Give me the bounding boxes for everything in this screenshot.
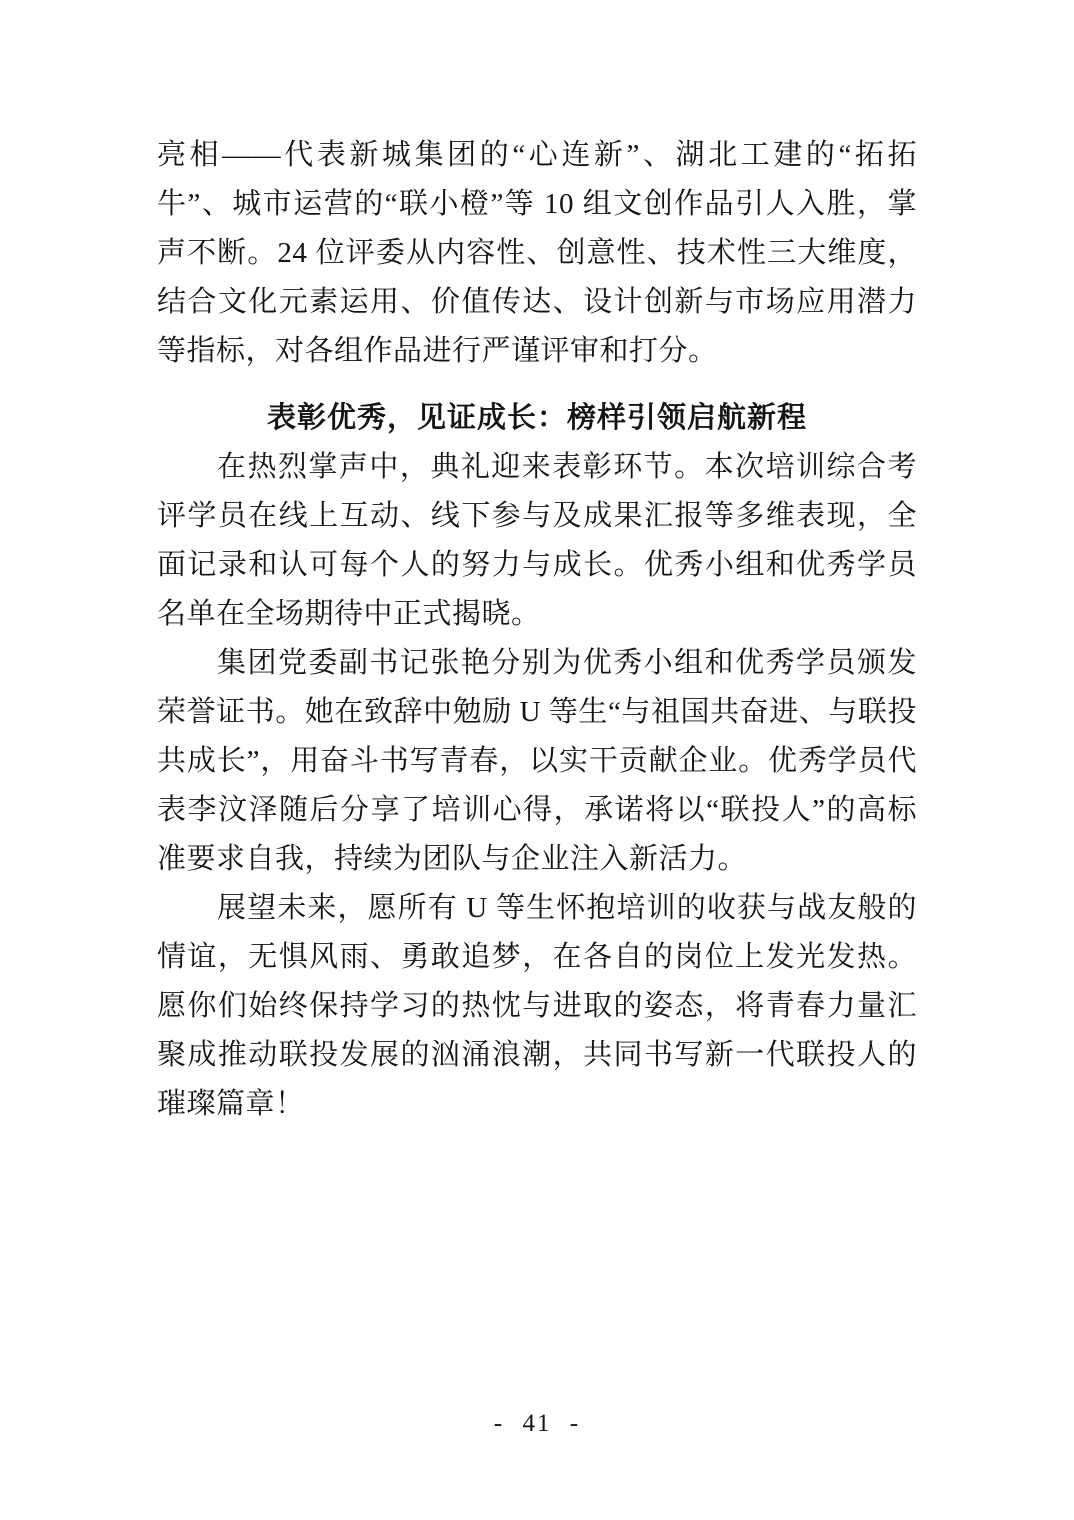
section-heading: 表彰优秀，见证成长：榜样引领启航新程 [266, 402, 807, 434]
paragraph-certificates: 集团党委副书记张艳分别为优秀小组和优秀学员颁发荣誉证书。她在致辞中勉励 U 等生“与祖国共奋进、与联投共成长”，用奋斗书写青春，以实干贡献企业。优秀学员代表李汶泽随后分享了培训心得，承诺将以“联投人”的高标准要求自我，持续为团队与企业注入新活力。 [157, 647, 917, 875]
paragraph-awards: 在热烈掌声中，典礼迎来表彰环节。本次培训综合考评学员在线上互动、线下参与及成果汇报等多维表现，全面记录和认可每个人的努力与成长。优秀小组和优秀学员名单在全场期待中正式揭晓。 [157, 451, 917, 630]
paragraph-outlook: 展望未来，愿所有 U 等生怀抱培训的收获与战友般的情谊，无惧风雨、勇敢追梦，在各自的岗位上发光发热。愿你们始终保持学习的热忱与进取的姿态，将青春力量汇聚成推动联投发展的汹涌浪潮，共同书写新一代联投人的璀璨篇章！ [157, 892, 917, 1120]
paragraph-continuation: 亮相——代表新城集团的“心连新”、湖北工建的“拓拓牛”、城市运营的“联小橙”等 10 组文创作品引人入胜，掌声不断。24 位评委从内容性、创意性、技术性三大维度，结合文化元素运用、价值传达、设计创新与市场应用潜力等指标，对各组作品进行严谨评审和打分。 [157, 139, 917, 367]
page-number: - 41 - [493, 1410, 581, 1437]
document-body [157, 131, 917, 1129]
